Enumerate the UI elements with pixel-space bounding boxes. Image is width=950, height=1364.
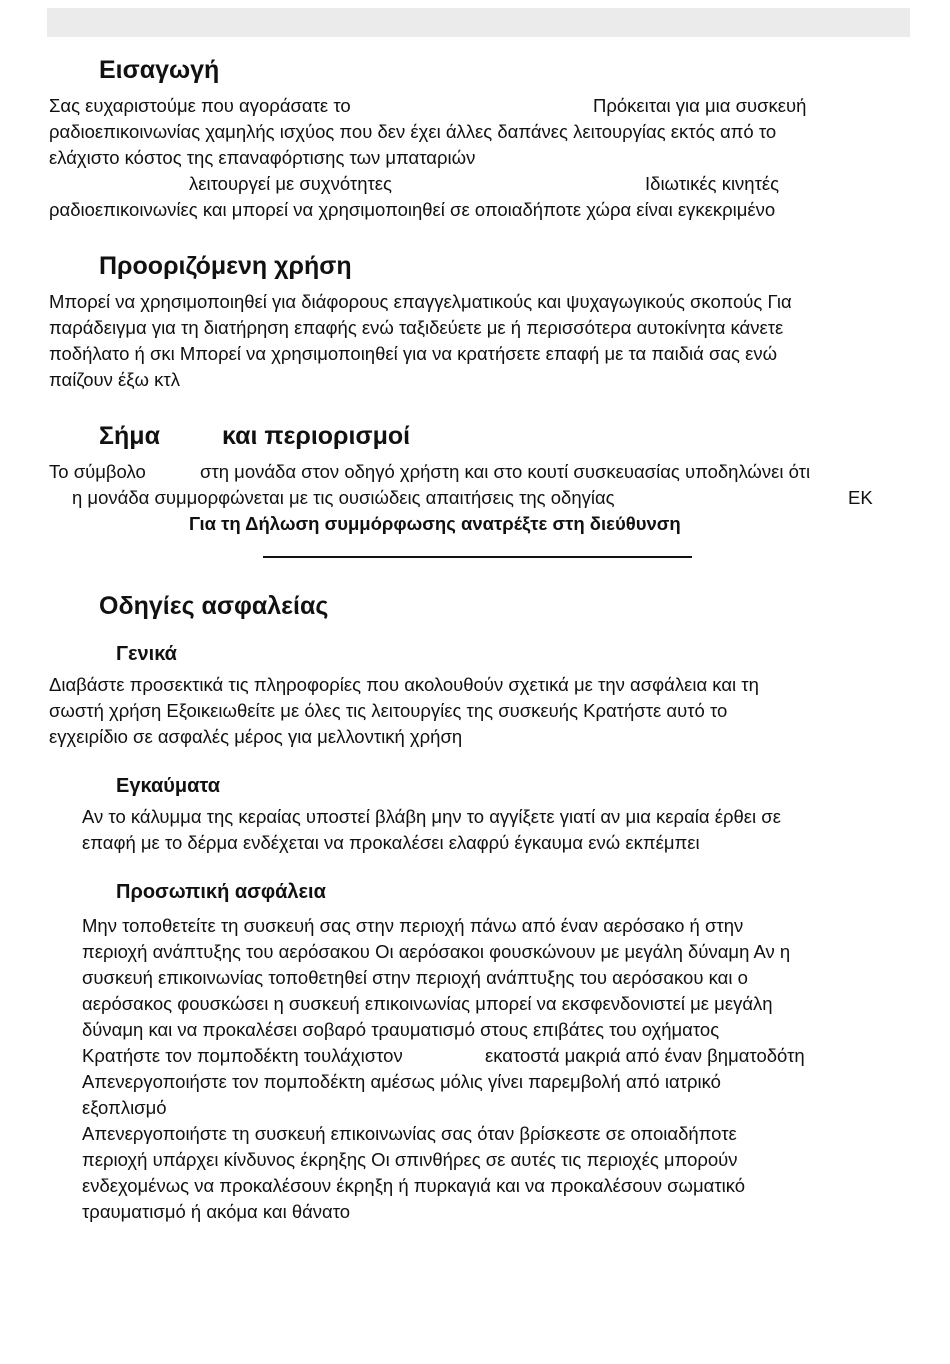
personal-line-10: περιοχή υπάρχει κίνδυνος έκρηξης Οι σπινθήρες σε αυτές τις περιοχές μπορούν xyxy=(82,1149,738,1170)
personal-line-7: Απενεργοποιήστε τον πομποδέκτη αμέσως μόλις γίνει παρεμβολή από ιατρικό xyxy=(82,1071,721,1092)
intro-line-1a: Σας ευχαριστούμε που αγοράσατε το xyxy=(49,95,351,116)
burns-line-2: επαφή με το δέρμα ενδέχεται να προκαλέσει ελαφρύ έγκαυμα ενώ εκπέμπει xyxy=(82,832,700,853)
general-line-1: Διαβάστε προσεκτικά τις πληροφορίες που ακολουθούν σχετικά με την ασφάλεια και τη xyxy=(49,674,759,695)
intro-heading: Εισαγωγή xyxy=(99,56,220,84)
personal-line-11: ενδεχομένως να προκαλέσουν έκρηξη ή πυρκαγιά και να προκαλέσουν σωματικό xyxy=(82,1175,746,1196)
general-heading: Γενικά xyxy=(116,643,177,665)
intro-line-5: ραδιοεπικοινωνίες και μπορεί να χρησιμοποιηθεί σε οποιαδήποτε χώρα είναι εγκεκριμένο xyxy=(49,199,776,220)
personal-line-8: εξοπλισμό xyxy=(82,1097,167,1118)
personal-line-5: δύναμη και να προκαλέσει σοβαρό τραυματισμό στους επιβάτες του οχήματος xyxy=(82,1019,720,1040)
personal-line-6b: εκατοστά μακριά από έναν βηματοδότη xyxy=(485,1045,805,1066)
burns-line-1: Αν το κάλυμμα της κεραίας υποστεί βλάβη μην το αγγίξετε γιατί αν μια κεραία έρθει σε xyxy=(82,806,781,827)
personal-line-2: περιοχή ανάπτυξης του αερόσακου Οι αερόσακοι φουσκώνουν με μεγάλη δύναμη Αν η xyxy=(82,941,791,962)
divider-line xyxy=(263,556,692,558)
marks-line-1b: στη μονάδα στον οδηγό χρήστη και στο κουτί συσκευασίας υποδηλώνει ότι xyxy=(200,461,811,482)
personal-line-6a: Κρατήστε τον πομποδέκτη τουλάχιστον xyxy=(82,1045,403,1066)
marks-line-2a: η μονάδα συμμορφώνεται με τις ουσιώδεις απαιτήσεις της οδηγίας xyxy=(72,487,615,508)
usage-line-3: ποδήλατο ή σκι Μπορεί να χρησιμοποιηθεί για να κρατήσετε επαφή με τα παιδιά σας ενώ xyxy=(49,343,778,364)
usage-line-4: παίζουν έξω κτλ xyxy=(49,369,180,390)
intro-line-3: ελάχιστο κόστος της επαναφόρτισης των μπαταριών xyxy=(49,147,476,168)
header-bar xyxy=(47,8,910,37)
general-line-3: εγχειρίδιο σε ασφαλές μέρος για μελλοντική χρήση xyxy=(49,726,463,747)
intro-line-1b: Πρόκειται για μια συσκευή xyxy=(593,95,807,116)
personal-line-12: τραυματισμό ή ακόμα και θάνατο xyxy=(82,1201,351,1222)
personal-line-4: αερόσακος φουσκώσει η συσκευή επικοινωνίας μπορεί να εκσφενδονιστεί με μεγάλη xyxy=(82,993,773,1014)
declaration-line: Για τη Δήλωση συμμόρφωσης ανατρέξτε στη διεύθυνση xyxy=(189,513,681,534)
usage-line-1: Μπορεί να χρησιμοποιηθεί για διάφορους επαγγελματικούς και ψυχαγωγικούς σκοπούς Για xyxy=(49,291,792,312)
intro-line-4a: λειτουργεί με συχνότητες xyxy=(189,173,392,194)
personal-line-1: Μην τοποθετείτε τη συσκευή σας στην περιοχή πάνω από έναν αερόσακο ή στην xyxy=(82,915,744,936)
marks-heading-b: και περιορισμοί xyxy=(222,422,411,450)
marks-line-2b: ΕΚ xyxy=(848,487,873,508)
personal-line-3: συσκευή επικοινωνίας τοποθετηθεί στην περιοχή ανάπτυξης του αερόσακου και ο xyxy=(82,967,748,988)
personal-line-9: Απενεργοποιήστε τη συσκευή επικοινωνίας σας όταν βρίσκεστε σε οποιαδήποτε xyxy=(82,1123,737,1144)
personal-heading: Προσωπική ασφάλεια xyxy=(116,881,326,903)
intro-line-4b: Ιδιωτικές κινητές xyxy=(645,173,780,194)
usage-heading: Προοριζόμενη χρήση xyxy=(99,252,352,280)
general-line-2: σωστή χρήση Εξοικειωθείτε με όλες τις λειτουργίες της συσκευής Κρατήστε αυτό το xyxy=(49,700,728,721)
usage-line-2: παράδειγμα για τη διατήρηση επαφής ενώ ταξιδεύετε με ή περισσότερα αυτοκίνητα κάνετε xyxy=(49,317,784,338)
marks-heading-a: Σήμα xyxy=(99,422,160,450)
intro-line-2: ραδιοεπικοινωνίας χαμηλής ισχύος που δεν έχει άλλες δαπάνες λειτουργίας εκτός από το xyxy=(49,121,777,142)
burns-heading: Εγκαύματα xyxy=(116,775,221,797)
safety-heading: Οδηγίες ασφαλείας xyxy=(99,592,329,620)
marks-line-1a: Το σύμβολο xyxy=(49,461,146,482)
